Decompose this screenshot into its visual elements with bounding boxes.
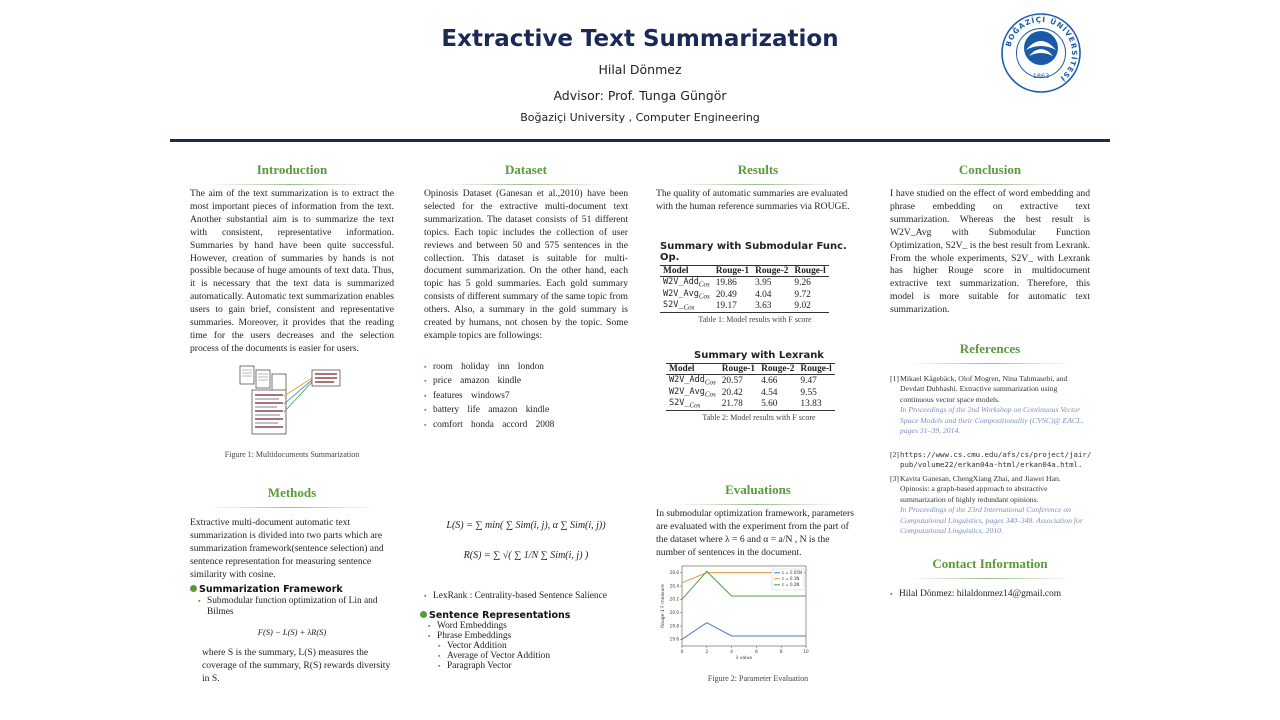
header-divider [170,139,1110,142]
table2-model: W2V_Avg [669,386,705,397]
formula-L: L(S) = ∑ min( ∑ Sim(i, j), α ∑ Sim(i, j)) [446,520,606,531]
formula-note: where S is the summary, L(S) measures the coverage of the summary, R(S) rewards diversity in S. [202,647,391,684]
multidocument-figure [234,364,346,436]
topic-item: ▪ battery life amazon kindle [424,403,628,417]
table-row: $S2V\__{Cos}$ 19.17 3.63 9.02 [660,300,829,312]
table2-cell: 4.54 [761,387,778,398]
figure1-caption: Figure 1: Multidocuments Summarization [224,450,360,459]
topic-item: ▪ comfort honda accord 2008 [424,418,628,432]
author-name: Hilal Dönmez [598,62,682,77]
results-table-2 [666,350,866,422]
results-table-1 [660,241,860,324]
evaluations-text: In submodular optimization framework, parameters are evaluated with the experiment from the part of the dataset where λ = 6 and α = a/N , N is the number of sentences in the document. [656,508,854,558]
y-tick-label: 20.2 [669,596,679,602]
y-tick-label: 19.6 [669,636,679,642]
lexrank-item: ▪ LexRank : Centrality-based Sentence Salience [424,589,634,603]
table2-cell: 20.42 [721,387,743,398]
table2-model: S2V_ [669,398,690,409]
table1-model: W2V_Add [663,277,699,287]
contact-list [890,587,1090,601]
reference-item: [1] Mikael Kågebäck, Olof Mogren, Nina Tahmasebi, and Devdatt Dubhashi. Extractive summarization using continuous vector space models. In Proceedings of the 2nd Workshop on Continuous Vector Space Models and their Compositionality (CVSC)@ EACL, pages 31–39, 2014. [890,374,1084,436]
table2-cell: 4.66 [761,375,778,386]
phrase-sub-item: ▪ Paragraph Vector [438,661,630,671]
table1-model: S2V_ [663,300,684,311]
phrase-sub-item: ▪ Average of Vector Addition [438,651,630,661]
legend-label: ε = 0.1N [782,576,800,581]
introduction-text: The aim of the text summarization is to extract the most important pieces of information from the text. Another substantial aim is to summarize the text with consistent, representative information. Summaries by hand have been quite successful. However, creation of summaries by hands is not possible because of huge amounts of text data. Thus, it is necessary that the text data is summarized automatically. Automatic text summarization enables users to gain brief, consistent and representative summaries. Moreover, it provides that the reading time for the users decreases and the selection process of the documents is easier for users. [190,188,394,354]
table1-cell: 4.04 [755,289,772,300]
legend-label: ε = 0.2N [782,582,800,587]
representation-item: ▪ Word Embeddings [428,621,630,631]
formula-main: F(S) − L(S) + λR(S) [257,627,327,637]
contact-email[interactable]: ▪ Hilal Dönmez: hilaldonmez14@gmail.com [890,587,1090,601]
x-tick-label: 0 [680,649,684,654]
framework-heading: Summarization Framework [199,584,343,595]
sentence-heading: Sentence Representations [429,610,571,621]
x-tick-label: 10 [803,649,809,654]
table2-cell: 21.78 [719,398,758,410]
reference-url[interactable]: https://www.cs.cmu.edu/afs/cs/project/jair/pub/volume22/erkan04a-html/erkan04a.html. [900,450,1092,470]
introduction-heading: Introduction [190,162,394,185]
affiliation-line: Boğaziçi University , Computer Engineering [520,111,760,124]
table1-model: W2V_Avg [663,288,699,299]
table1-col: Model [660,266,713,277]
table1-cell: 19.17 [713,300,752,312]
table1-col: Rouge-l [791,266,828,277]
table-row: W2V_Add$_{Cos}$ 19.86 3.95 9.26 [660,277,829,289]
table1-cell: 9.02 [791,300,828,312]
table2-cell: 20.57 [721,375,743,386]
table2-model: W2V_Add [669,375,705,385]
table2-caption: Table 2: Model results with F score [702,413,816,423]
framework-bullet: ▪ Submodular function optimization of Lin and Bilmes [198,596,400,618]
figure2-caption: Figure 2: Parameter Evaluation [707,674,809,683]
green-ball-icon [420,611,427,618]
table-row: W2V_Add$_{Cos}$ 20.57 4.66 9.47 [666,375,835,387]
formula-R: R(S) = ∑ √( ∑ 1/N ∑ Sim(i, j) ) [463,550,589,561]
evaluations-heading: Evaluations [656,482,860,505]
topic-item: ▪ room holiday inn london [424,360,628,374]
results-text: The quality of automatic summaries are evaluated with the human reference summaries via ROUGE. [656,188,850,212]
lexrank-list [424,589,634,603]
parameter-evaluation-chart [656,560,860,668]
reference-item: [3] Kavita Ganesan, ChengXiang Zhai, and Jiawei Han. Opinosis: a graph-based approach to abstractive summarization of highly redundant opinions. In Proceedings of the 23rd International Conference on Computational Linguistics, pages 340–348. Association for Computational Linguistics, 2010. [890,474,1083,536]
table1-cell: 3.95 [755,277,772,288]
results-heading: Results [656,162,860,185]
dataset-heading: Dataset [424,162,628,185]
table1-caption: Table 1: Model results with F score [698,315,812,325]
methods-text: Extractive multi-document automatic text summarization is divided into two parts which are summarization framework(sentence selection) and sentence representation for measuring sentence similarity with cosine. [190,517,384,580]
table-row: W2V_Avg$_{Cos}$ 20.42 4.54 9.55 [666,387,835,399]
conclusion-text: I have studied on the effect of word embedding and phrase embedding on extractive text summarization. Whereas the best result is W2V_Avg with Submodular Function Optimization, S2V_ is the best result from Lexrank. From the whole experiments, S2V_ with Lexrank has higher Rouge score in multidocument extractive text summarization. Therefore, this model is more suitable for automatic text summarization. [890,188,1090,316]
logo-ring-text: BOĞAZİÇİ ÜNİVERSİTESİ [1003,14,1080,84]
y-axis-label: Rouge-1 F measure [661,584,666,628]
table2-col: Model [666,364,719,375]
x-tick-label: 4 [730,649,733,654]
reference-item: [2] https://www.cs.cmu.edu/afs/cs/project/jair/pub/volume22/erkan04a-html/erkan04a.html. [890,450,1092,470]
contact-heading: Contact Information [890,556,1090,579]
sentence-representations-block [420,610,630,671]
table1-cell: 3.63 [752,300,791,312]
table2-col: Rouge-l [797,364,834,375]
x-axis-label: λ value [735,656,753,661]
framework-block [190,584,400,618]
table1-cell: 9.26 [794,277,811,288]
x-tick-label: 2 [705,649,709,654]
table1-col: Rouge-2 [752,266,791,277]
references-heading: References [890,341,1090,364]
table-row: $S2V\__{Cos}$ 21.78 5.60 13.83 [666,398,835,410]
conclusion-heading: Conclusion [890,162,1090,185]
table1-col: Rouge-1 [713,266,752,277]
x-tick-label: 8 [779,649,783,654]
poster-header [170,0,1110,142]
table2-cell: 5.60 [758,398,797,410]
x-tick-label: 6 [755,649,758,654]
topic-item: ▪ price amazon kindle [424,374,628,388]
table2-cell: 9.55 [800,387,817,398]
y-tick-label: 20.6 [669,570,679,576]
university-logo-icon [1000,12,1082,94]
table2-col: Rouge-1 [719,364,758,375]
y-tick-label: 19.8 [669,623,679,629]
table2-title: Summary with Lexrank [694,350,824,361]
y-tick-label: 20.0 [669,610,679,616]
phrase-sub-item: ▪ Vector Addition [438,641,630,651]
table2-cell: 13.83 [797,398,834,410]
logo-year: 1863 [1032,72,1050,80]
poster-title: Extractive Text Summarization [441,26,839,52]
table1-cell: 9.72 [794,289,811,300]
representation-item: ▪ Phrase Embeddings [428,631,630,641]
y-tick-label: 20.4 [669,583,679,589]
green-ball-icon [190,585,197,592]
table1-cell: 20.49 [715,289,737,300]
topic-item: ▪ features windows7 [424,389,628,403]
table-row: W2V_Avg$_{Cos}$ 20.49 4.04 9.72 [660,289,829,301]
table2-col: Rouge-2 [758,364,797,375]
advisor-line: Advisor: Prof. Tunga Güngör [553,88,727,103]
dataset-text: Opinosis Dataset (Ganesan et al.,2010) have been selected for the extractive multi-document text summarization. The dataset consists of 51 different topics. Each topic includes the collection of user reviews and between 50 and 575 sentences in the collection. This dataset is suitable for multi-document summarization. On the other hand, each topic has 5 gold summaries. Each gold summary consists of different summary of the same topic from others. Also, a summary in the gold summary is created by humans, not chosen by the topic. Some example topics are followings: [424,188,628,341]
topic-list [424,360,628,432]
methods-heading: Methods [190,485,394,508]
table1-cell: 19.86 [715,277,737,288]
legend-label: ε = 0.05N [782,570,802,575]
table1-title: Summary with Submodular Func. Op. [660,241,847,263]
table2-cell: 9.47 [800,375,817,386]
